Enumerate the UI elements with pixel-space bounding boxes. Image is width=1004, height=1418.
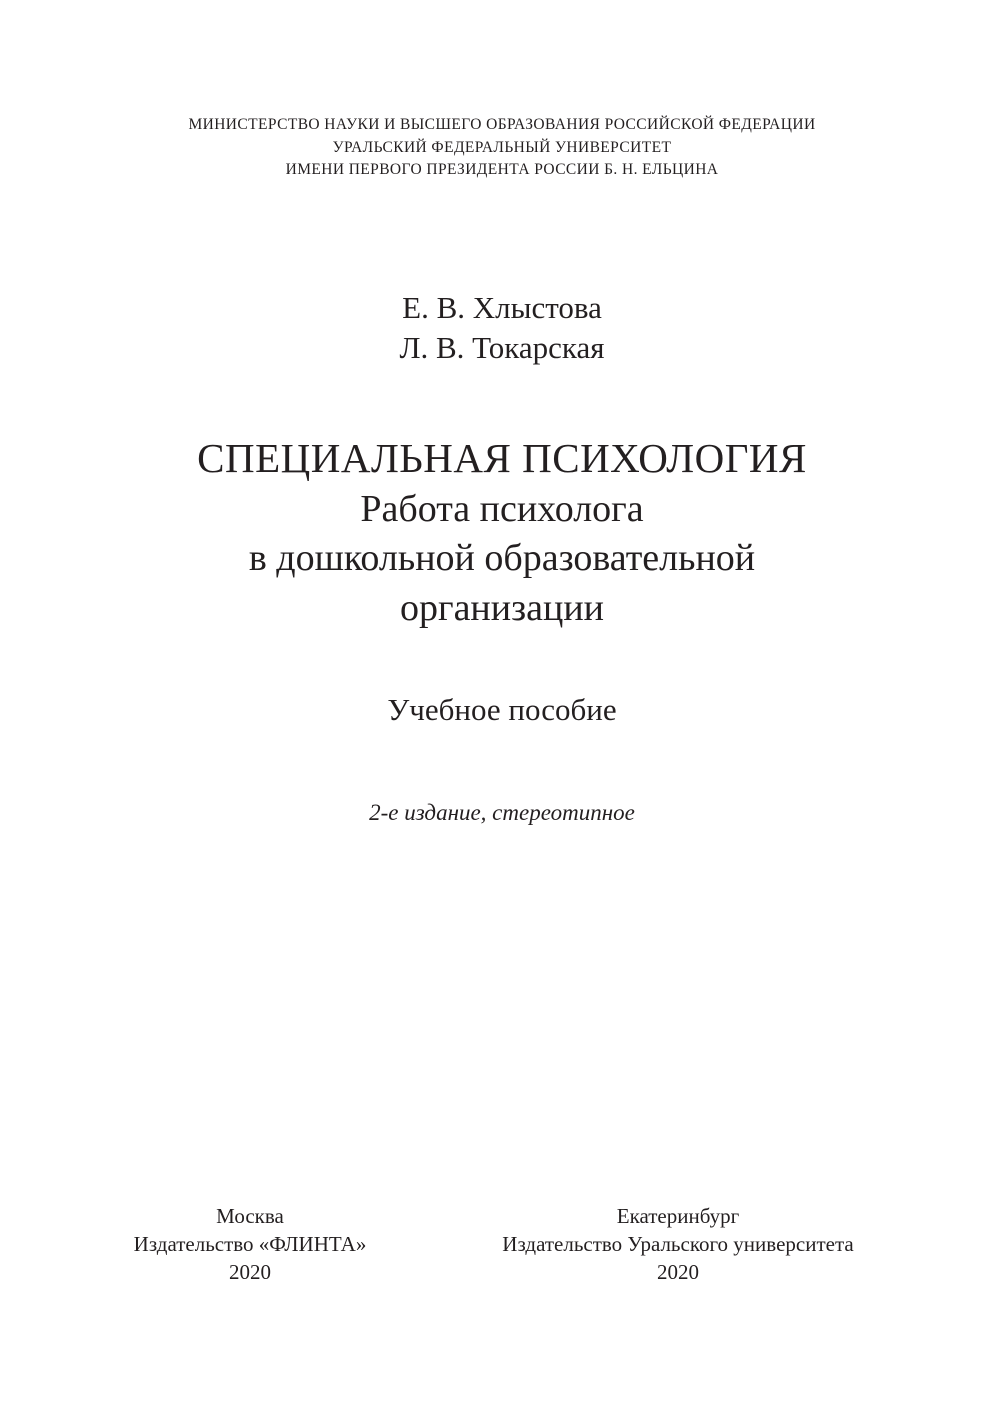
publisher-left-name: Издательство «ФЛИНТА» — [133, 1232, 367, 1256]
author-2: Л. В. Токарская — [399, 330, 605, 365]
publisher-right — [468, 1202, 888, 1286]
publisher-right-city: Екатеринбург — [616, 1204, 740, 1228]
publisher-left — [100, 1202, 400, 1286]
book-subtitle-line-3: организации — [399, 587, 604, 629]
ministry-line: МИНИСТЕРСТВО НАУКИ И ВЫСШЕГО ОБРАЗОВАНИЯ РОССИЙСКОЙ ФЕДЕРАЦИИ — [188, 116, 816, 133]
university-line: УРАЛЬСКИЙ ФЕДЕРАЛЬНЫЙ УНИВЕРСИТЕТ — [332, 139, 672, 156]
publisher-right-name: Издательство Уральского университета — [502, 1232, 854, 1256]
document-type: Учебное пособие — [387, 692, 617, 727]
publisher-left-year: 2020 — [229, 1260, 271, 1284]
book-title: СПЕЦИАЛЬНАЯ ПСИХОЛОГИЯ — [197, 435, 807, 481]
university-name-line: ИМЕНИ ПЕРВОГО ПРЕЗИДЕНТА РОССИИ Б. Н. ЕЛЬЦИНА — [285, 161, 719, 178]
edition-note: 2-е издание, стереотипное — [369, 800, 635, 825]
book-subtitle-line-1: Работа психолога — [360, 488, 644, 530]
author-1: Е. В. Хлыстова — [402, 290, 602, 325]
publisher-right-year: 2020 — [657, 1260, 699, 1284]
book-subtitle-line-2: в дошкольной образовательной — [248, 537, 756, 579]
publisher-left-city: Москва — [216, 1204, 284, 1228]
